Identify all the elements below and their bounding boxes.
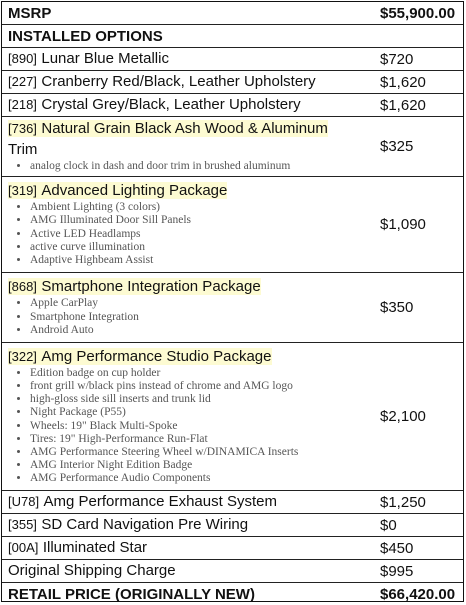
package-item-list xyxy=(8,160,374,173)
installed-options-header: INSTALLED OPTIONS xyxy=(2,25,463,48)
option-name: Illuminated Star xyxy=(42,539,148,557)
package-item: • Night Package (P55) xyxy=(30,406,374,419)
option-price: $1,620 xyxy=(374,94,463,117)
package-item: • AMG Performance Audio Components xyxy=(30,472,374,485)
package-item: • analog clock in dash and door trim in brushed aluminum xyxy=(30,160,374,173)
package-name-continued: Trim xyxy=(8,141,38,158)
package-code: [322] xyxy=(8,348,37,364)
window-sticker-table xyxy=(1,1,464,602)
package-item: • Apple CarPlay xyxy=(30,297,374,310)
option-name: Cranberry Red/Black, Leather Upholstery xyxy=(41,73,316,90)
option-cell xyxy=(2,537,374,560)
package-price: $350 xyxy=(374,273,463,343)
package-item: • AMG Interior Night Edition Badge xyxy=(30,459,374,472)
option-row xyxy=(2,48,463,71)
option-name: Amg Performance Exhaust System xyxy=(43,493,277,511)
package-item-list xyxy=(8,297,374,337)
package-item: • Android Auto xyxy=(30,324,374,337)
option-price: $450 xyxy=(374,537,463,560)
option-price: $0 xyxy=(374,514,463,537)
package-cell xyxy=(2,177,374,273)
package-name: Smartphone Integration Package xyxy=(41,278,261,296)
package-item: • Tires: 19" High-Performance Run-Flat xyxy=(30,433,374,446)
package-cell xyxy=(2,343,374,491)
retail-price-value: $66,420.00 xyxy=(380,585,456,603)
option-row xyxy=(2,94,463,117)
package-price: $325 xyxy=(374,117,463,177)
package-row xyxy=(2,273,463,343)
option-cell xyxy=(2,491,374,514)
package-item: • Wheels: 19" Black Multi-Spoke xyxy=(30,420,374,433)
package-code: [736] xyxy=(8,121,37,136)
package-code: [868] xyxy=(8,279,37,295)
package-row xyxy=(2,117,463,177)
package-name: Advanced Lighting Package xyxy=(41,182,228,200)
option-row xyxy=(2,491,463,514)
option-name: SD Card Navigation Pre Wiring xyxy=(41,516,249,534)
option-cell xyxy=(2,71,374,94)
package-item: • Ambient Lighting (3 colors) xyxy=(30,201,374,214)
package-item: • Active LED Headlamps xyxy=(30,228,374,241)
package-item: • AMG Performance Steering Wheel w/DINAMICA Inserts xyxy=(30,446,374,459)
option-price: $995 xyxy=(374,560,463,583)
option-row xyxy=(2,560,463,583)
retail-price-label: RETAIL PRICE (ORIGINALLY NEW) xyxy=(8,585,255,603)
option-row xyxy=(2,514,463,537)
package-price: $2,100 xyxy=(374,343,463,491)
package-name: Amg Performance Studio Package xyxy=(41,347,272,365)
package-row xyxy=(2,177,463,273)
option-cell xyxy=(2,560,374,583)
package-item: • AMG Illuminated Door Sill Panels xyxy=(30,214,374,227)
package-name: Natural Grain Black Ash Wood & Aluminum xyxy=(41,120,328,137)
option-code: [218] xyxy=(8,97,37,112)
option-price: $1,620 xyxy=(374,71,463,94)
option-cell xyxy=(2,48,374,71)
option-name: Lunar Blue Metallic xyxy=(41,50,169,67)
package-item: • Adaptive Highbeam Assist xyxy=(30,254,374,267)
option-cell xyxy=(2,94,374,117)
package-cell xyxy=(2,273,374,343)
option-price: $1,250 xyxy=(374,491,463,514)
msrp-row xyxy=(2,2,463,25)
option-code: [00A] xyxy=(8,540,39,556)
option-code: [U78] xyxy=(8,494,40,510)
retail-price-row xyxy=(2,583,463,605)
package-row xyxy=(2,343,463,491)
option-code: [355] xyxy=(8,517,37,533)
package-item: • active curve illumination xyxy=(30,241,374,254)
package-item-list xyxy=(8,367,374,486)
package-price: $1,090 xyxy=(374,177,463,273)
package-item: • front grill w/black pins instead of chrome and AMG logo xyxy=(30,380,374,393)
package-item: • high-gloss side sill inserts and trunk lid xyxy=(30,393,374,406)
option-name: Original Shipping Charge xyxy=(8,562,176,580)
option-cell xyxy=(2,514,374,537)
option-name: Crystal Grey/Black, Leather Upholstery xyxy=(41,96,301,113)
package-item: • Edition badge on cup holder xyxy=(30,367,374,380)
option-row xyxy=(2,71,463,94)
option-price: $720 xyxy=(374,48,463,71)
option-code: [890] xyxy=(8,51,37,66)
msrp-value: $55,900.00 xyxy=(374,2,463,25)
package-cell xyxy=(2,117,374,177)
option-code: [227] xyxy=(8,74,37,89)
package-item-list xyxy=(8,201,374,267)
installed-options-header-row xyxy=(2,25,463,48)
package-item: • Smartphone Integration xyxy=(30,311,374,324)
package-code: [319] xyxy=(8,183,37,199)
msrp-label: MSRP xyxy=(2,2,374,25)
option-row xyxy=(2,537,463,560)
